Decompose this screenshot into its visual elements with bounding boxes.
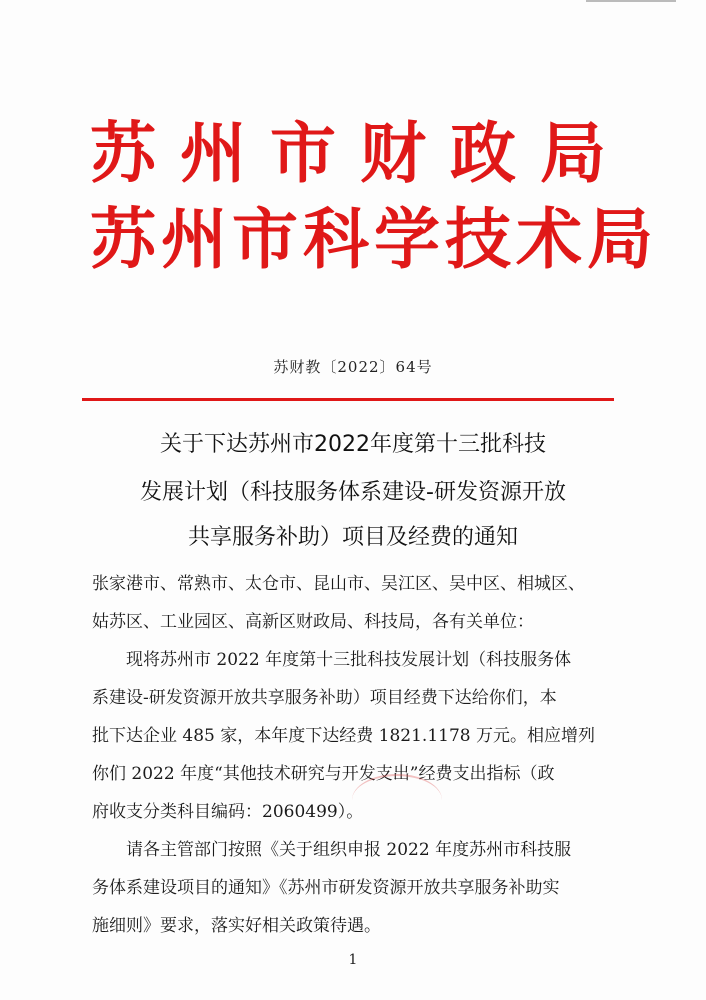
- paragraph2-line-1: 请各主管部门按照《关于组织申报 2022 年度苏州市科技服: [126, 840, 572, 860]
- subject-line-2: 发展计划（科技服务体系建设-研发资源开放: [140, 480, 566, 505]
- addressee-line-2: 姑苏区、工业园区、高新区财政局、科技局，各有关单位：: [92, 612, 534, 632]
- document-number: 苏财教〔2022〕64号: [273, 358, 433, 376]
- subject-line-1: 关于下达苏州市2022年度第十三批科技: [160, 432, 546, 457]
- issuer-title-finance-bureau: 苏州市财政局: [90, 114, 630, 192]
- red-divider-line: [82, 398, 614, 401]
- subject-line-3: 共享服务补助）项目及经费的通知: [187, 525, 518, 550]
- scan-edge-mark: [586, 0, 676, 2]
- page-number: 1: [348, 952, 358, 968]
- addressee-line-1: 张家港市、常熟市、太仓市、昆山市、吴江区、吴中区、相城区、: [92, 574, 585, 594]
- paragraph1-line-1: 现将苏州市 2022 年度第十三批科技发展计划（科技服务体: [126, 650, 572, 670]
- paragraph1-line-4: 你们 2022 年度“其他技术研究与开发支出”经费支出指标（政: [92, 764, 555, 784]
- paragraph1-line-2: 系建设-研发资源开放共享服务补助）项目经费下达给你们，本: [92, 688, 557, 708]
- paragraph1-line-3: 批下达企业 485 家，本年度下达经费 1821.1178 万元。相应增列: [92, 726, 595, 746]
- issuer-title-science-bureau: 苏州市科学技术局: [90, 200, 658, 278]
- paragraph2-line-3: 施细则》要求，落实好相关政策待遇。: [92, 916, 381, 936]
- faint-seal-impression: [352, 774, 442, 826]
- paragraph1-line-5: 府收支分类科目编码：2060499）。: [92, 802, 364, 822]
- paragraph2-line-2: 务体系建设项目的通知》《苏州市研发资源开放共享服务补助实: [92, 878, 560, 898]
